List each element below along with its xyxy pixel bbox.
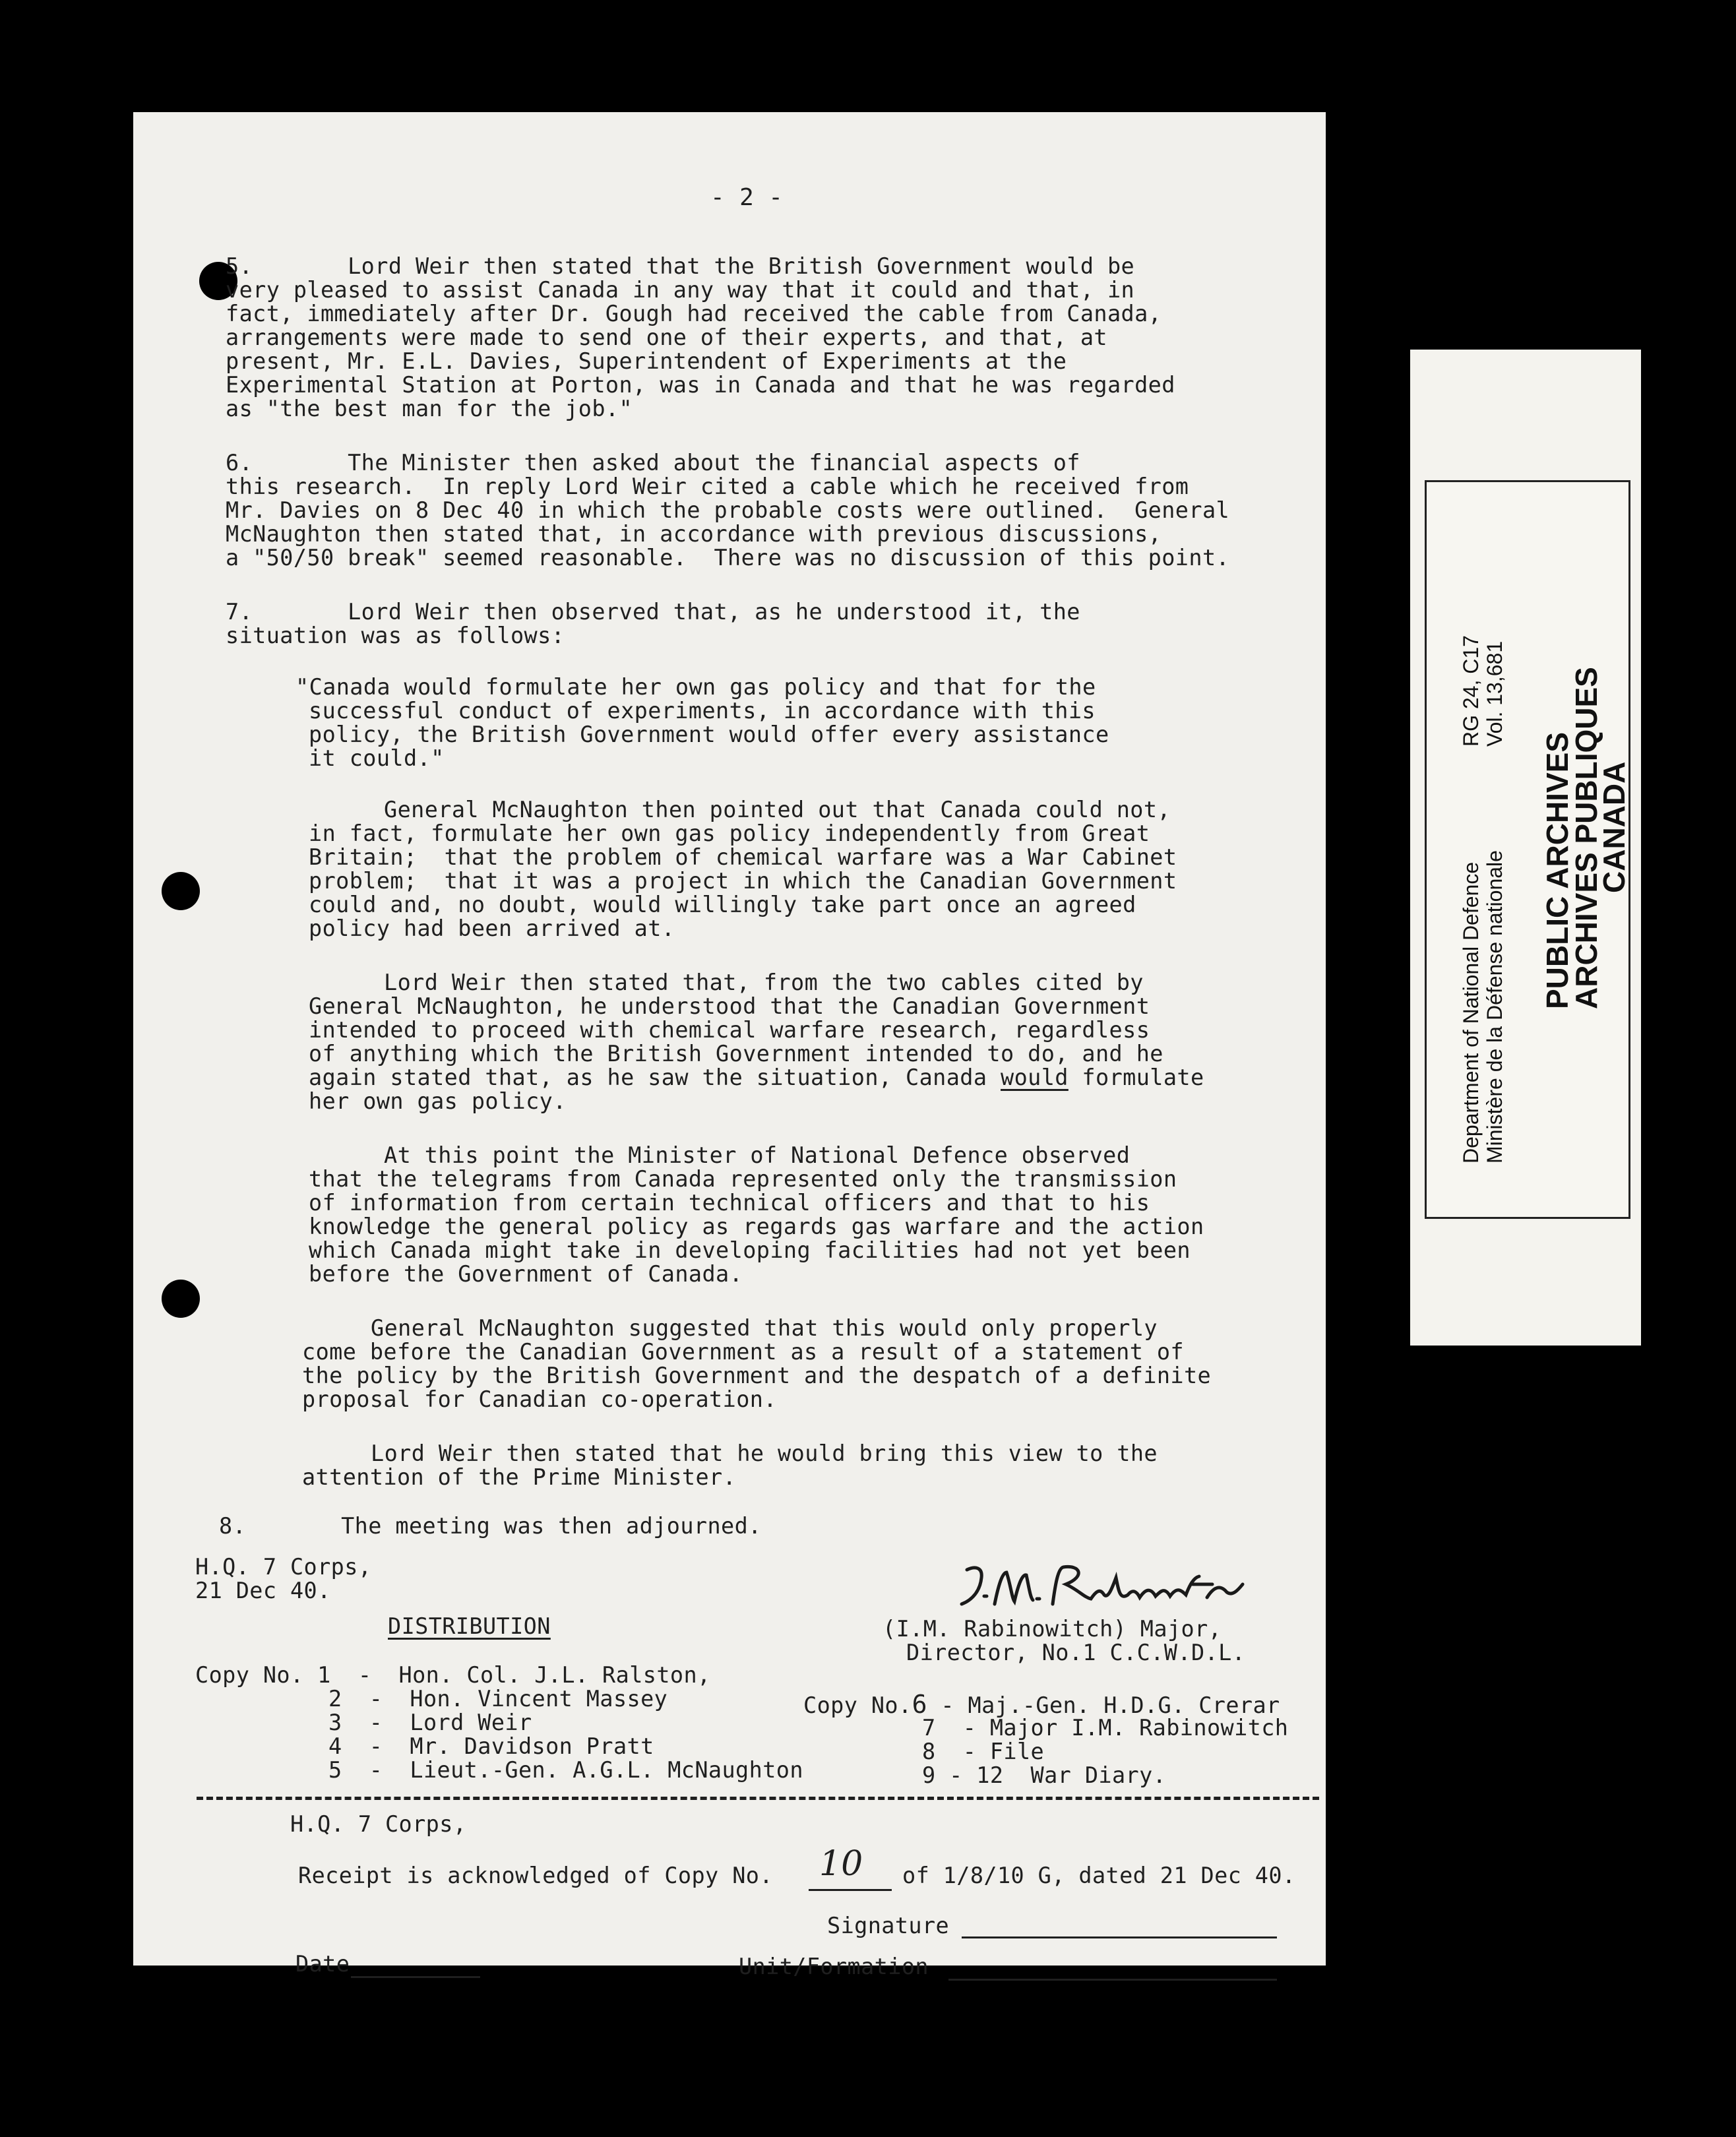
copy-label: Copy No. (803, 1692, 912, 1718)
receipt-reference: of 1/8/10 G, dated 21 Dec 40. (902, 1863, 1296, 1888)
text-line: that the telegrams from Canada represented only the transmission (309, 1166, 1177, 1192)
receipt-origin: H.Q. 7 Corps, (290, 1811, 467, 1837)
archive-volume: Vol. 13,681 (1483, 640, 1506, 747)
text-line: could and, no doubt, would willingly take part once an agreed (309, 892, 1136, 917)
separator-line (197, 1797, 1319, 1800)
text-line: situation was as follows: (226, 623, 565, 648)
signature-label: Signature (827, 1913, 950, 1938)
distribution-item: 2 - Hon. Vincent Massey (328, 1686, 668, 1712)
text-line: Mr. Davies on 8 Dec 40 in which the probable costs were outlined. General (226, 497, 1230, 523)
distribution-item: 7 - Major I.M. Rabinowitch (922, 1715, 1289, 1741)
signatory-title: Director, No.1 C.C.W.D.L. (906, 1640, 1246, 1665)
receipt-label: Receipt is acknowledged of Copy No. (298, 1863, 773, 1888)
archive-country: CANADA (1597, 761, 1631, 893)
text-line: Experimental Station at Porton, was in Canada and that he was regarded (226, 372, 1175, 398)
unit-formation-field (948, 1979, 1277, 1981)
copy-recipient: - Maj.-Gen. H.D.G. Crerar (927, 1692, 1280, 1718)
archive-name-english: PUBLIC ARCHIVES (1540, 732, 1574, 1009)
quote-line: it could." (309, 745, 445, 771)
binder-hole (162, 872, 200, 910)
distribution-item: 3 - Lord Weir (328, 1710, 532, 1735)
copy-number: 6 (912, 1690, 927, 1719)
archive-reference: RG 24, C17 (1459, 635, 1483, 747)
text-line: arrangements were made to send one of their experts, and that, at (226, 325, 1107, 350)
quote-line: successful conduct of experiments, in accordance with this (309, 698, 1096, 724)
date-line: 21 Dec 40. (195, 1578, 331, 1603)
distribution-item: 5 - Lieut.-Gen. A.G.L. McNaughton (328, 1757, 803, 1783)
archive-name-french: ARCHIVES PUBLIQUES (1569, 667, 1603, 1009)
text-line: fact, immediately after Dr. Gough had received the cable from Canada, (226, 301, 1162, 326)
text-line: policy had been arrived at. (309, 915, 675, 941)
text-line: Britain; that the problem of chemical warfare was a War Cabinet (309, 844, 1177, 870)
distribution-item (803, 1692, 1280, 1718)
text-segment: formulate (1068, 1065, 1204, 1090)
text-line: knowledge the general policy as regards gas warfare and the action (309, 1214, 1204, 1239)
text-line: General McNaughton suggested that this would only properly (371, 1315, 1158, 1341)
department-english: Department of National Defence (1459, 861, 1483, 1163)
text-line: 7. Lord Weir then observed that, as he understood it, the (226, 599, 1080, 625)
quote-line: policy, the British Government would offer every assistance (309, 722, 1109, 747)
distribution-heading: DISTRIBUTION (388, 1613, 551, 1639)
underlined-word: would (1001, 1065, 1069, 1090)
department-french: Ministère de la Défense nationale (1483, 850, 1506, 1163)
page-number: - 2 - (710, 184, 784, 211)
copy-number-field (809, 1889, 892, 1891)
text-line: General McNaughton then pointed out that Canada could not, (384, 797, 1171, 822)
text-line: Lord Weir then stated that he would bring this view to the (371, 1440, 1158, 1466)
distribution-item: 8 - File (922, 1739, 1045, 1764)
distribution-item: 9 - 12 War Diary. (922, 1762, 1167, 1788)
text-line: come before the Canadian Government as a result of a statement of (302, 1339, 1184, 1365)
date-field (351, 1976, 480, 1978)
text-line: the policy by the British Government and the despatch of a definite (302, 1363, 1212, 1388)
text-line: of information from certain technical officers and that to his (309, 1190, 1150, 1216)
unit-formation-label: Unit/Formation (739, 1954, 929, 1979)
text-line: attention of the Prime Minister. (302, 1464, 737, 1490)
quote-line: "Canada would formulate her own gas policy and that for the (295, 674, 1096, 700)
text-line: her own gas policy. (309, 1088, 567, 1114)
text-line: this research. In reply Lord Weir cited a cable which he received from (226, 474, 1189, 499)
handwritten-signature (955, 1558, 1245, 1617)
text-line: McNaughton then stated that, in accordance with previous discussions, (226, 521, 1162, 547)
text-line: present, Mr. E.L. Davies, Superintendent of Experiments at the (226, 348, 1067, 374)
text-line (309, 1066, 1204, 1090)
text-line: problem; that it was a project in which the Canadian Government (309, 868, 1177, 894)
text-line: before the Government of Canada. (309, 1261, 743, 1287)
text-line: in fact, formulate her own gas policy independently from Great (309, 821, 1150, 846)
text-line: proposal for Canadian co-operation. (302, 1386, 777, 1412)
binder-hole (162, 1280, 200, 1318)
distribution-item: 4 - Mr. Davidson Pratt (328, 1733, 654, 1759)
text-line: very pleased to assist Canada in any way that it could and that, in (226, 277, 1135, 303)
text-line: of anything which the British Government intended to do, and he (309, 1041, 1163, 1067)
text-line: General McNaughton, he understood that the Canadian Government (309, 993, 1150, 1019)
signatory-name: (I.M. Rabinowitch) Major, (883, 1616, 1222, 1642)
text-line: 5. Lord Weir then stated that the British Government would be (226, 253, 1135, 279)
date-label: Date (295, 1951, 350, 1977)
text-line: as "the best man for the job." (226, 396, 633, 421)
text-segment: again stated that, as he saw the situation, Canada (309, 1065, 1001, 1090)
text-line: intended to proceed with chemical warfare research, regardless (309, 1017, 1150, 1043)
text-line: a "50/50 break" seemed reasonable. There was no discussion of this point. (226, 545, 1230, 571)
text-line: Lord Weir then stated that, from the two cables cited by (384, 970, 1144, 995)
text-line: 8. The meeting was then adjourned. (219, 1513, 762, 1539)
signature-field (962, 1936, 1277, 1938)
text-line: which Canada might take in developing facilities had not yet been (309, 1237, 1191, 1263)
text-line: At this point the Minister of National Defence observed (384, 1142, 1131, 1168)
origin-line: H.Q. 7 Corps, (195, 1554, 372, 1580)
handwritten-copy-number: 10 (819, 1844, 863, 1884)
distribution-item: Copy No. 1 - Hon. Col. J.L. Ralston, (195, 1662, 711, 1688)
text-line: 6. The Minister then asked about the financial aspects of (226, 450, 1080, 476)
